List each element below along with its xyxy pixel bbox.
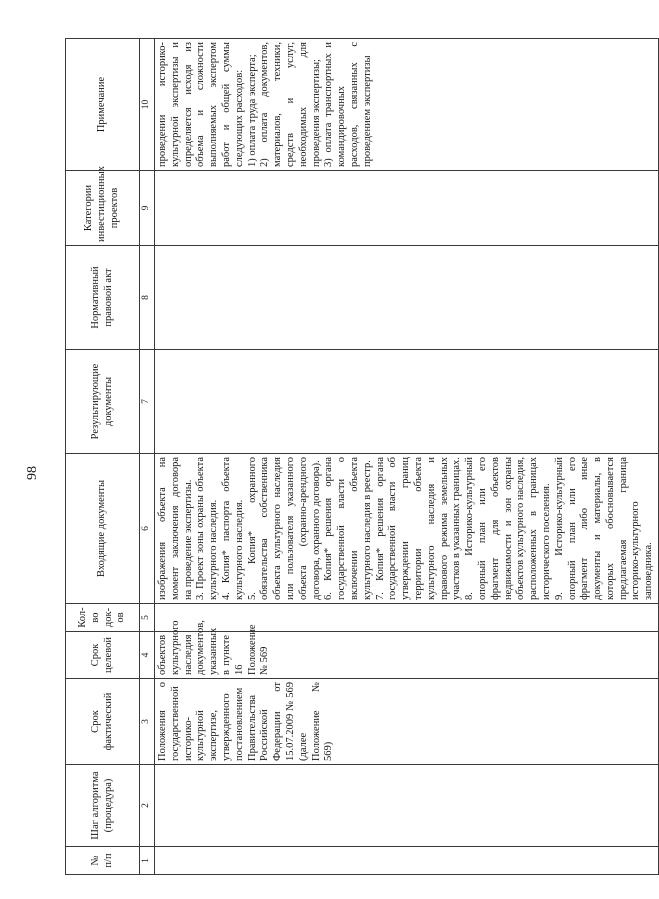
header-cell: Срок целевой (66, 632, 140, 679)
cell-doc-count (155, 604, 659, 632)
header-cell: Нормативный правовой акт (66, 246, 140, 350)
table-row (155, 39, 659, 875)
cell-legal-act (155, 246, 659, 350)
cell-input-docs: изображения объекта на момент заключения договора на проведение экспертизы. 3. Проект зоны охраны объекта культурного наследия. 4. Копия* паспорта объекта культурного наследия. 5. Копия* охранного обязательства собственника объекта культурного наследия или пользователя указанного объекта (охранно-арендного договора, охранного договора). 6. Копия* решения органа государственной власти о включении объекта культурного наследия в реестр. 7. Копия* решения органа государственной власти об утверждении границ территории объекта культурного наследия и правового режима земельных участков в указанных границах. 8. Историко-культурный опорный план или его фрагмент для объектов недвижимости и зон охраны объектов культурного наследия, расположенных в границах исторического поселения. 9. Историко-культурный опорный план или его фрагмент либо иные документы и материалы, в которых обосновывается предлагаемая граница историко-культурного заповедника. (155, 454, 659, 604)
cell-note: проведении историко-культурной экспертизы и определяется исходя из объема и сложности выполняемых экспертом работ и общей суммы следующих расходов: 1) оплата труда эксперта; 2) оплата документов, материалов, техники, средств и услуг, необходимых для проведения экспертизы; 3) оплата транспортных и командировочных расходов, связанных с проведением экспертизы (155, 39, 659, 171)
column-number: 7 (140, 350, 155, 454)
rotated-table-container (65, 39, 655, 875)
header-cell: Категории инвестиционных проектов (66, 171, 140, 246)
column-number: 6 (140, 454, 155, 604)
column-number: 1 (140, 847, 155, 875)
column-number: 5 (140, 604, 155, 632)
header-cell: № п/п (66, 847, 140, 875)
cell-step (155, 765, 659, 847)
cell-actual-term: Положения о государственной историко-культурной экспертизе, утвержденного постановлением Правительства Российской Федерации от 15.07.2009 № 569 (далее Положение № 569) (155, 679, 659, 765)
cell-project-categories (155, 171, 659, 246)
cell-result-docs (155, 350, 659, 454)
column-number: 8 (140, 246, 155, 350)
header-row (66, 39, 140, 875)
column-number: 10 (140, 39, 155, 171)
header-cell: Входящие документы (66, 454, 140, 604)
header-cell: Результирующие документы (66, 350, 140, 454)
cell-target-term: объектов культурного наследия документов, указанных в пункте 16 Положение № 569 (155, 632, 659, 679)
header-cell: Примечание (66, 39, 140, 171)
column-number-row (140, 39, 155, 875)
column-number: 4 (140, 632, 155, 679)
column-number: 3 (140, 679, 155, 765)
procedure-table (65, 38, 659, 875)
cell-index (155, 847, 659, 875)
header-cell: Срок фактический (66, 679, 140, 765)
page-number: 98 (25, 466, 40, 480)
column-number: 9 (140, 171, 155, 246)
column-number: 2 (140, 765, 155, 847)
header-cell: Шаг алгоритма (процедура) (66, 765, 140, 847)
header-cell: Кол-во док-ов (66, 604, 140, 632)
